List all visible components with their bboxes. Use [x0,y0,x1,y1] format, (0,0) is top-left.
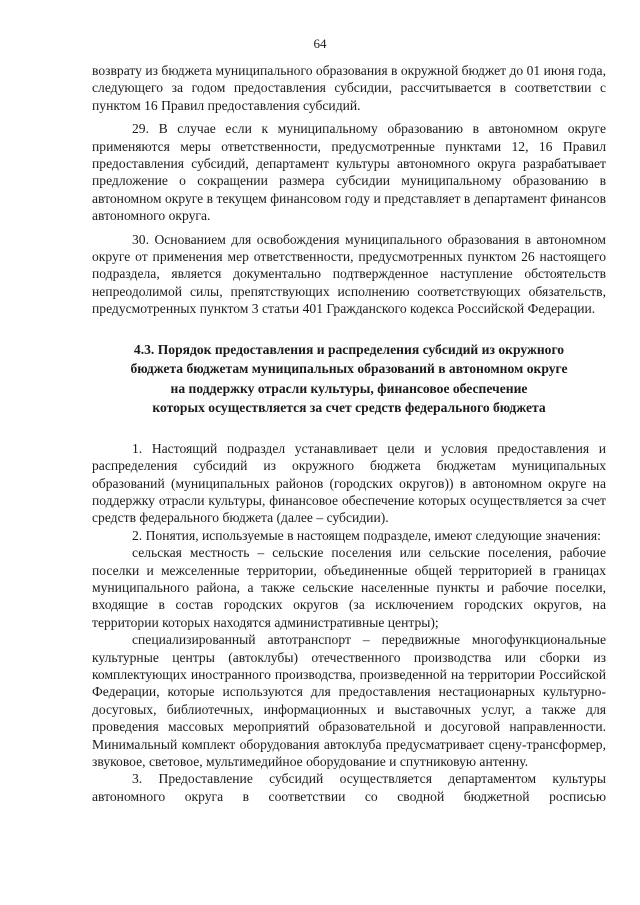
definition-special-transport: специализированный автотранспорт – передвижные многофункциональные культурные центры (автоклубы) отечественного производства или сборки из комплектующих иностранного производства, произведенной на территории Российской Федерации, которые используются для предоставления нестационарных культурно-досуговых, библиотечных, информационных и выставочных услуг, а также для проведения массовых мероприятий образовательной и досуговой направленности. Минимальный комплект оборудования автоклуба предусматривает сцену-трансформер, звуковое, световое, мультимедийное оборудование и спутниковую антенну. [92,632,606,769]
paragraph-30: 30. Основанием для освобождения муниципального образования в автономном округе от применения мер ответственности, предусмотренных пунктом 26 настоящего подраздела, является документально подтвержденное наступление обстоятельств непреодолимой силы, препятствующих исполнению соответствующих обязательств, предусмотренных пунктом 3 статьи 401 Гражданского кодекса Российской Федерации. [92,231,606,317]
heading-line: бюджета бюджетам муниципальных образований в автономном округе [130,361,568,377]
heading-line: 4.3. Порядок предоставления и распределения субсидий из окружного [133,341,565,357]
heading-line: на поддержку отрасли культуры, финансовое обеспечение [170,380,528,396]
paragraph-1: 1. Настоящий подраздел устанавливает цели и условия предоставления и распределения субсидий из окружного бюджета бюджетам муниципальных образований (муниципальных районов (городских округов)) в автономном округе на поддержку отрасли культуры, финансовое обеспечение которых осуществляется за счет средств федерального бюджета (далее – субсидии). [92,440,606,526]
definition-rural-area: сельская местность – сельские поселения или сельские поселения, рабочие поселки и межселенные территории, объединенные общей территорией в границах муниципального района, а также сельские населенные пункты и рабочие поселки, входящие в состав городских округов (за исключением городских округов, на территории которых находятся административные центры); [92,545,606,630]
page-number: 64 [313,36,327,51]
paragraph-2: 2. Понятия, используемые в настоящем подразделе, имеют следующие значения: [132,527,601,543]
paragraph-29: 29. В случае если к муниципальному образованию в автономном округе применяются меры ответственности, предусмотренные пунктами 12, 16 Правил предоставления субсидий, департамент культуры автономного округа разрабатывает предложение о сокращении размера субсидии муниципальному образованию в автономном округе в текущем финансовом году и представляет в департамент финансов автономного округа. [92,121,606,224]
section-heading-4-3 [92,340,606,418]
paragraph-28-continuation: возврату из бюджета муниципального образования в окружной бюджет до 01 июня года, следующего за годом предоставления субсидии, рассчитывается в соответствии с пунктом 16 Правил предоставления субсидий. [92,63,606,113]
document-body [92,62,606,805]
heading-line: которых осуществляется за счет средств федерального бюджета [152,400,546,416]
paragraph-3: 3. Предоставление субсидий осуществляется департаментом культуры автономного округа в соответствии со сводной бюджетной росписью [92,771,606,804]
